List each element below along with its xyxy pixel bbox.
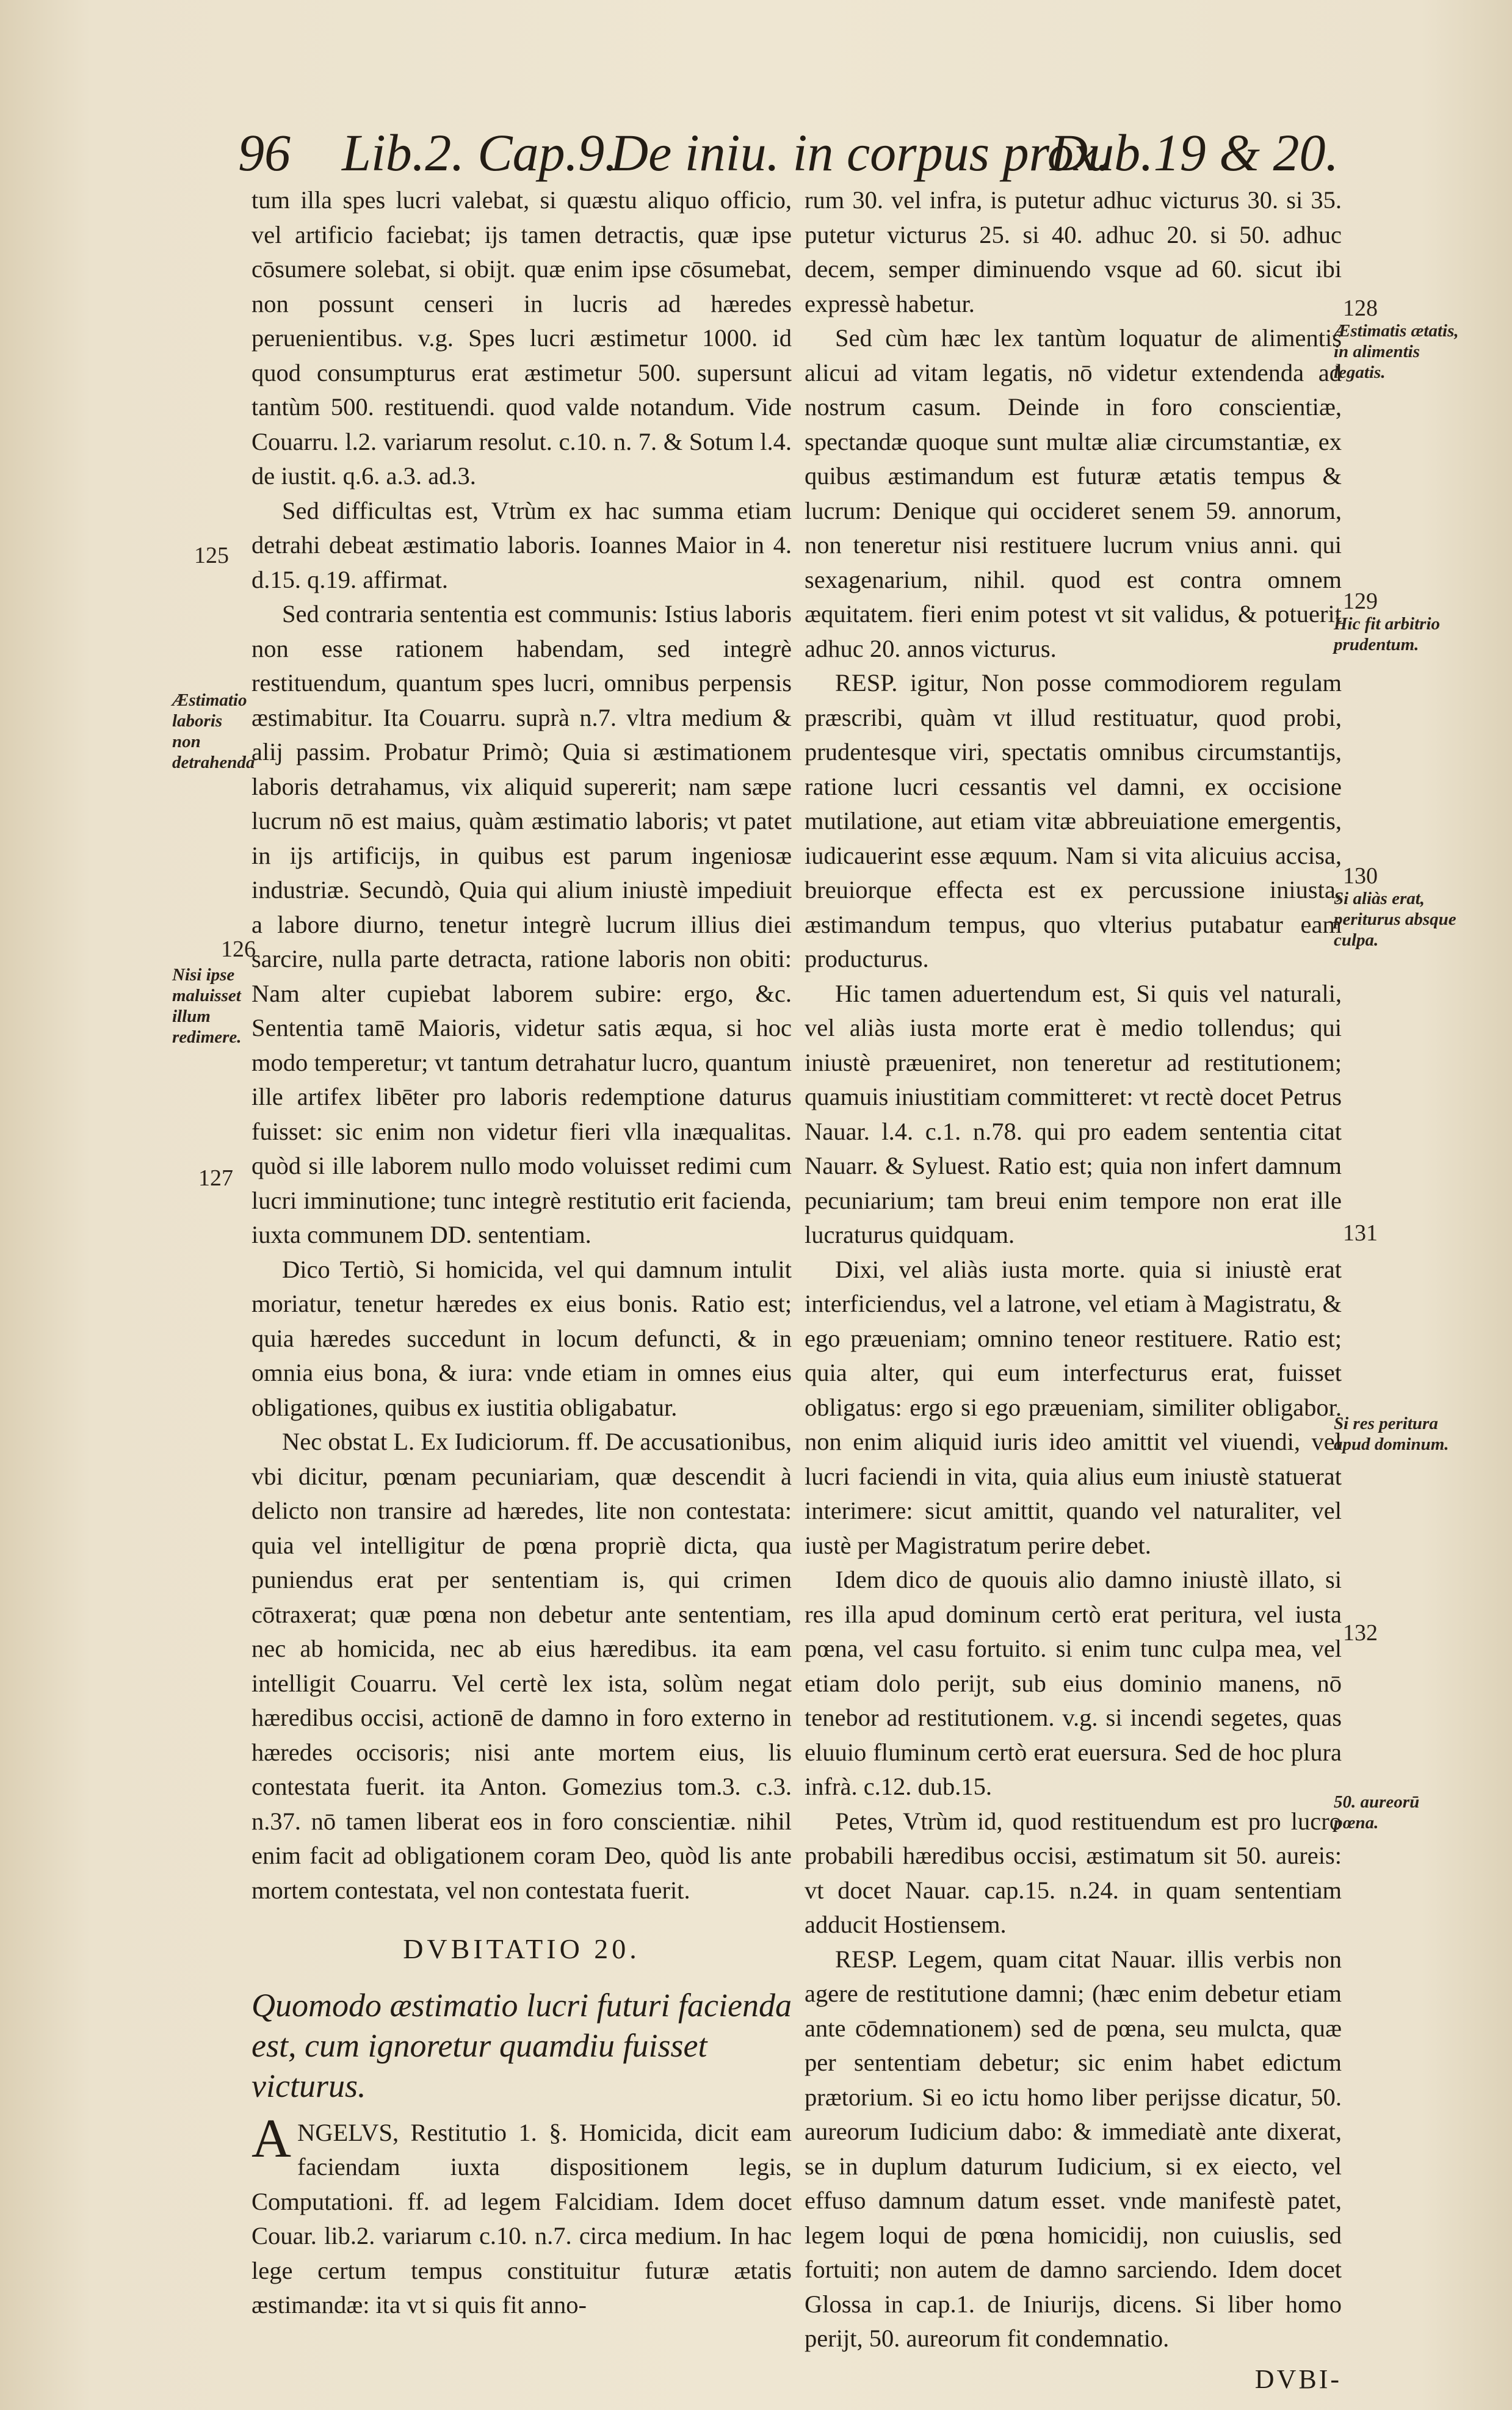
dubitatio-question: Quomodo æstimatio lucri futuri facienda est, cum ignoretur quamdiu fuisset victurus. xyxy=(251,1986,792,2104)
right-paragraph-8: RESP. Legem, quam citat Nauar. illis verbis non agere de restitutione damni; (hæc enim debetur etiam ante cōdemnationem) sed de pœna, seu mulcta, quæ per sententiam debetur; sic enim habet edictum prætorium. Si eo ictu homo liber perijsse dicatur, 50. aureorum Iudicium dabo: & immediatè ante dixerat, se in duplum daturum Iudicium, si ex eiecto, vel effuso damnum datum esset. vnde manifestè patet, legem loqui de pœna homicidij, non cuiuslis, sed fortuiti; non autem de damno sarciendo. Idem docet Glossa in cap.1. de Iniurijs, dicens. Si liber homo perijt, 50. aureorum fit condemnatio. xyxy=(805,1945,1342,2352)
left-paragraph-6 xyxy=(251,2108,792,2323)
page-number: 96 xyxy=(238,123,291,182)
margin-note-132: 50. aureorū pœna. xyxy=(1334,1792,1420,1833)
right-paragraph-2: Sed cùm hæc lex tantùm loquatur de alimentis alicui ad vitam legatis, nō videtur extendenda ad nostrum casum. Deinde in foro conscientiæ, spectandæ quoque sunt multæ aliæ circumstantiæ, ex quibus æstimandum est futuræ ætatis tempus & lucrum: Denique qui occideret senem 59. annorum, non teneretur nisi restituere lucrum vnius anni. qui sexagenarium, nihil. quod est contra omnem æquitatem. fieri enim potest vt sit validus, & potuerit adhuc 20. annos victurus. xyxy=(805,324,1342,662)
margin-number-130: 130 xyxy=(1343,863,1378,889)
margin-number-129: 129 xyxy=(1343,588,1378,614)
left-paragraph-6-text: NGELVS, Restitutio 1. §. Homicida, dicit eam faciendam iuxta dispositionem legis, Computationi. ff. ad legem Falcidiam. Idem docet Couar. lib.2. variarum c.10. n.7. circa medium. In hac lege certum tempus constituitur futuræ ætatis æstimandæ: ita vt si quis fit anno- xyxy=(251,2118,792,2318)
margin-number-128: 128 xyxy=(1343,295,1378,321)
right-paragraph-1: rum 30. vel infra, is putetur adhuc victurus 30. si 35. putetur victurus 25. si 40. adhuc 20. si 50. adhuc decem, semper diminuendo vsque ad 60. sicut ibi expressè habetur. xyxy=(805,186,1342,317)
right-paragraph-3: RESP. igitur, Non posse commodiorem regulam præscribi, quàm vt illud restituatur, quod probi, prudentesque viri, spectatis omnibus circumstantijs, ratione lucri cessantis vel damni, ex occisione mutilatione, aut etiam vitæ abbreuiatione emergentis, iudicauerint esse æquum. Nam si vita alicuius accisa, breuiorque effecta est ex percussione iniusta, æstimandum tempus, quo vlterius putabatur eam producturus. xyxy=(805,669,1342,972)
right-paragraph-4: Hic tamen aduertendum est, Si quis vel naturali, vel aliàs iusta morte erat è medio tollendus; qui iniustè præueniret, non teneretur ad restitutionem; quamuis iniustitiam committeret: vt rectè docet Petrus Nauar. l.4. c.1. n.78. qui pro eadem sententia citat Nauarr. & Syluest. Ratio est; quia non infert damnum pecuniarium; tam breui enim tempore non erat ille lucraturus quidquam. xyxy=(805,979,1342,1248)
book-chapter: Lib.2. Cap.9. xyxy=(342,123,618,182)
margin-note-130: Si aliàs erat, periturus absque culpa. xyxy=(1334,889,1456,950)
left-paragraph-2: Sed difficultas est, Vtrùm ex hac summa etiam detrahi debeat æstimatio laboris. Ioannes Maior in 4. d.15. q.19. affirmat. xyxy=(251,496,792,593)
margin-note-131: Si res peritura apud dominum. xyxy=(1334,1414,1449,1454)
right-paragraph-7: Petes, Vtrùm id, quod restituendum est pro lucro probabili hæredibus occisi, æstimatum sit 50. aureis: vt docet Nauar. cap.15. n.24. in quam sententiam adducit Hostiensem. xyxy=(805,1807,1342,1938)
margin-note-129: Hic fit arbitrio prudentum. xyxy=(1334,614,1440,654)
running-header xyxy=(238,116,1339,189)
left-paragraph-3: Sed contraria sententia est communis: Istius laboris non esse rationem habendam, sed integrè restituendum, quantum spes lucri, omnibus perpensis æstimabitur. Ita Couarru. suprà n.7. vltra medium & alij passim. Probatur Primò; Quia si æstimationem laboris detrahamus, vix aliquid supererit; nam sæpe lucrum nō est maius, quàm æstimatio laboris; vt patet in ijs artificijs, in quibus est parum ingeniosæ industriæ. Secundò, Quia qui alium iniustè impediuit a labore diurno, tenetur integrè lucrum illius diei sarcire, nulla parte detracta, ratione laboris non obiti: Nam alter cupiebat laborem subire: ergo, &c. Sententia tamē Maioris, videtur satis æqua, si hoc modo temperetur; vt tantum detrahatur lucro, quantum ille artifex libēter pro laboris redemptione daturus fuisset: sic enim non videtur fieri vlla inæqualitas. quòd si ille laborem nullo modo voluisset redimi cum lucri imminutione; tunc integrè restitutio erit facienda, iuxta communem DD. sententiam. xyxy=(251,600,792,1248)
right-paragraph-6: Idem dico de quouis alio damno iniustè illato, si res illa apud dominum certò erat peritura, vel iusta pœna, vel casu fortuito. si enim tunc culpa mea, vel etiam dolo perijt, sub eius dominio manens, nō tenebor ad restitutionem. v.g. si incendi segetes, quas eluuio fluminum certò erat euersura. Sed de hoc plura infrà. c.12. dub.15. xyxy=(805,1566,1342,1800)
margin-note-126: Nisi ipse maluisset illum redimere. xyxy=(172,965,242,1047)
left-paragraph-1: tum illa spes lucri valebat, si quæstu aliquo officio, vel artificio faciebat; ijs tamen detractis, quæ ipse cōsumere solebat, si obijt. quæ enim ipse cōsumebat, non possunt censeri in lucris ad hæredes peruenientibus. v.g. Spes lucri æstimetur 1000. id quod consumpturus erat æstimetur 500. supersunt tantùm 500. restituendi. quod valde notandum. Vide Couarru. l.2. variarum resolut. c.10. n. 7. & Sotum l.4. de iustit. q.6. a.3. ad.3. xyxy=(251,186,792,490)
catchword: DVBI- xyxy=(1254,2364,1342,2394)
margin-number-125: 125 xyxy=(194,543,229,568)
left-paragraph-4: Dico Tertiò, Si homicida, vel qui damnum intulit moriatur, tenetur hæredes ex eius bonis. Ratio est; quia hæredes succedunt in locum defuncti, & in omnia eius bona, & iura: vnde etiam in omnes eius obligationes, quibus ex iustitia obligabatur. xyxy=(251,1255,792,1421)
right-paragraph-5: Dixi, vel aliàs iusta morte. quia si iniustè erat interficiendus, vel a latrone, vel etiam à Magistratu, & ego præueniam; omnino teneor restituere. Ratio est; quia alter, qui eum interfecturus erat, fuisset obligatus: ergo si ego præueniam, similiter obligabor. non enim aliquid iuris ideo amittit vel viuendi, vel lucri faciendi in vita, quia alius eum iniustè statuerat interimere: sicut amittit, quando vel naturaliter, vel iustè per Magistratum perire debet. xyxy=(805,1255,1342,1559)
left-column xyxy=(251,183,792,2323)
margin-number-132: 132 xyxy=(1343,1620,1378,1646)
margin-number-126: 126 xyxy=(221,936,256,962)
margin-number-127: 127 xyxy=(198,1165,233,1191)
margin-note-128: Æstimatis ætatis, in alimentis legatis. xyxy=(1334,321,1459,382)
drop-cap: A xyxy=(251,2108,291,2169)
right-column xyxy=(805,183,1342,2397)
margin-number-131: 131 xyxy=(1343,1220,1378,1246)
left-paragraph-5: Nec obstat L. Ex Iudiciorum. ff. De accusationibus, vbi dicitur, pœnam pecuniariam, quæ descendit à delicto non transire ad hæredes, lite non contestata: quia vel intelligitur de pœna propriè dicta, qua puniendus erat per sententiam is, qui crimen cōtraxerat; quæ pœna non debetur ante sententiam, nec ab homicida, nec ab eius hæredibus. ita eam intelligit Couarru. Vel certè lex ista, solùm negat hæredibus occisi, actionē de damno in foro externo in hæredes occisoris; nisi ante mortem eius, lis contestata fuerit. ita Anton. Gomezius tom.3. c.3. n.37. nō tamen liberat eos in foro conscientiæ. nihil enim facit ad obligationem coram Deo, quòd lis ante mortem contestata, vel non contestata fuerit. xyxy=(251,1428,792,1904)
header-topic: De iniu. in corpus prox. xyxy=(610,123,1110,182)
dubitatio-title: DVBITATIO 20. xyxy=(403,1933,640,1964)
header-dubium: Dub.19 & 20. xyxy=(1050,123,1339,182)
margin-note-125: Æstimatio laboris non detrahenda xyxy=(172,690,255,772)
